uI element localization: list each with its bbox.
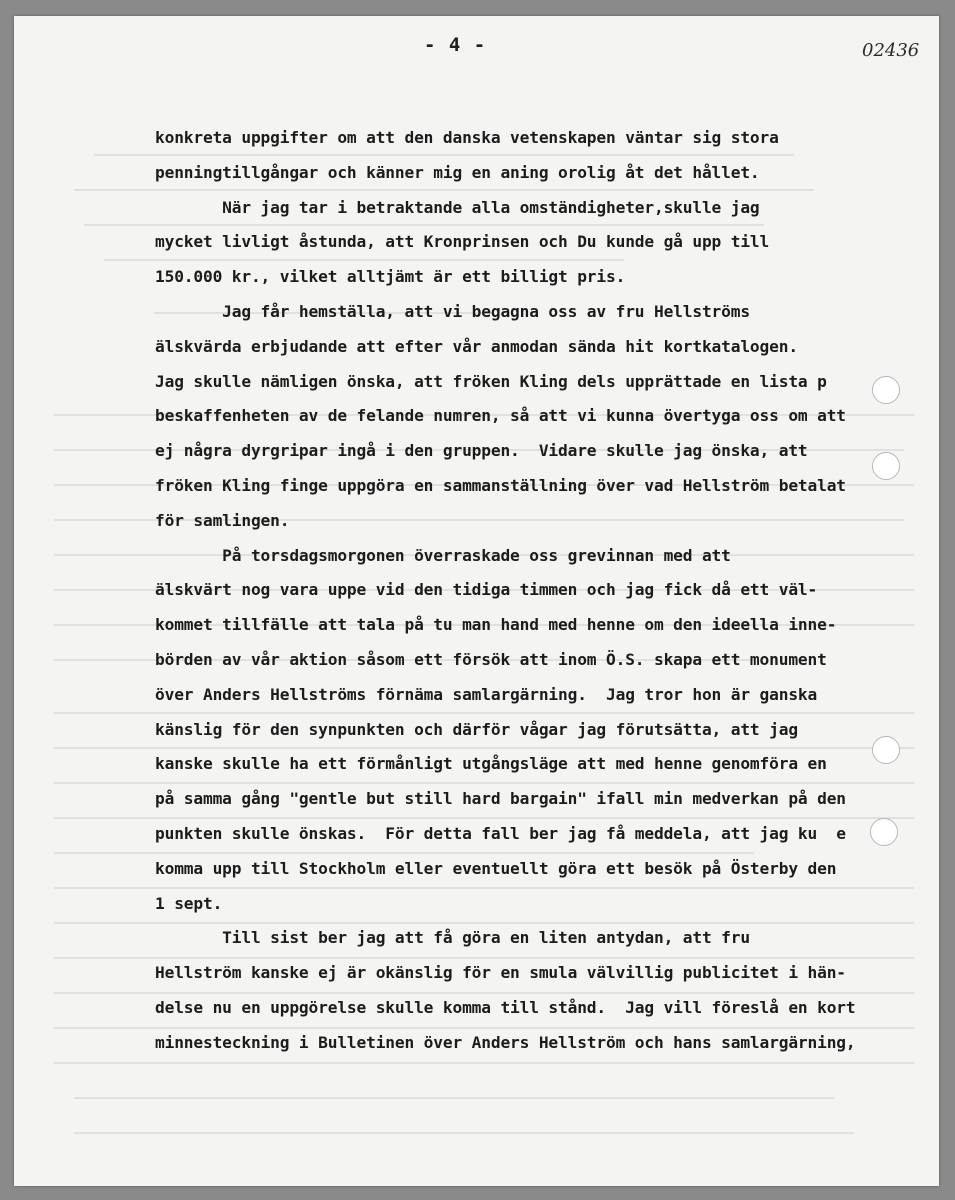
paragraph-5 bbox=[155, 921, 915, 1060]
archive-number: 02436 bbox=[862, 40, 920, 61]
text-line: konkreta uppgifter om att den danska vetenskapen väntar sig stora bbox=[155, 128, 779, 147]
text-line: Jag får hemställa, att vi begagna oss av fru Hellströms bbox=[155, 301, 750, 321]
text-line: känslig för den synpunkten och därför vågar jag förutsätta, att jag bbox=[155, 719, 798, 739]
punch-hole bbox=[872, 376, 900, 404]
text-line: komma upp till Stockholm eller eventuellt göra ett besök på Österby den bbox=[155, 858, 837, 878]
text-line: på samma gång "gentle but still hard bargain" ifall min medverkan på den bbox=[155, 789, 846, 809]
text-line: mycket livligt åstunda, att Kronprinsen och Du kunde gå upp till bbox=[155, 232, 770, 252]
text-line: Hellström kanske ej är okänslig för en smula välvillig publicitet i hän- bbox=[155, 963, 846, 983]
text-line: kanske skulle ha ett förmånligt utgångsläge att med henne genomföra en bbox=[155, 754, 827, 774]
text-line: kommet tillfälle att tala på tu man hand med henne om den ideella inne- bbox=[155, 615, 837, 635]
text-line: penningtillgångar och känner mig en aning orolig åt det hållet. bbox=[155, 162, 760, 182]
text-line: Till sist ber jag att få göra en liten antydan, att fru bbox=[155, 928, 750, 948]
text-line: delse nu en uppgörelse skulle komma till stånd. Jag vill föreslå en kort bbox=[155, 997, 856, 1017]
text-line: På torsdagsmorgonen överraskade oss grevinnan med att bbox=[155, 545, 731, 565]
text-line: för samlingen. bbox=[155, 510, 290, 530]
text-line: börden av vår aktion såsom ett försök att inom Ö.S. skapa ett monument bbox=[155, 649, 827, 669]
text-line: minnesteckning i Bulletinen över Anders Hellström och hans samlargärning, bbox=[155, 1032, 856, 1052]
text-line: älskvärt nog vara uppe vid den tidiga timmen och jag fick då ett väl- bbox=[155, 580, 818, 600]
page-number: - 4 - bbox=[424, 34, 487, 56]
paragraph-3 bbox=[155, 295, 915, 539]
document-page bbox=[14, 16, 939, 1186]
text-line: Jag skulle nämligen önska, att fröken Kling dels upprättade en lista p bbox=[155, 371, 827, 391]
paragraph-1 bbox=[155, 121, 915, 191]
text-line: punkten skulle önskas. För detta fall ber jag få meddela, att jag ku e bbox=[155, 823, 846, 843]
text-line: 1 sept. bbox=[155, 893, 223, 913]
text-line: När jag tar i betraktande alla omständigheter,skulle jag bbox=[155, 197, 760, 217]
text-line: beskaffenheten av de felande numren, så att vi kunna övertyga oss om att bbox=[155, 406, 846, 426]
paragraph-4 bbox=[155, 539, 915, 922]
punch-hole bbox=[872, 736, 900, 764]
text-line: fröken Kling finge uppgöra en sammanställning över vad Hellström betalat bbox=[155, 475, 846, 495]
punch-hole bbox=[872, 452, 900, 480]
text-line: 150.000 kr., vilket alltjämt är ett billigt pris. bbox=[155, 267, 626, 287]
punch-hole bbox=[870, 818, 898, 846]
text-line: älskvärda erbjudande att efter vår anmodan sända hit kortkatalogen. bbox=[155, 336, 798, 356]
letter-body bbox=[155, 121, 915, 1061]
paragraph-2 bbox=[155, 191, 915, 295]
text-line: över Anders Hellströms förnäma samlargärning. Jag tror hon är ganska bbox=[155, 684, 818, 704]
text-line: ej några dyrgripar ingå i den gruppen. Vidare skulle jag önska, att bbox=[155, 441, 808, 461]
